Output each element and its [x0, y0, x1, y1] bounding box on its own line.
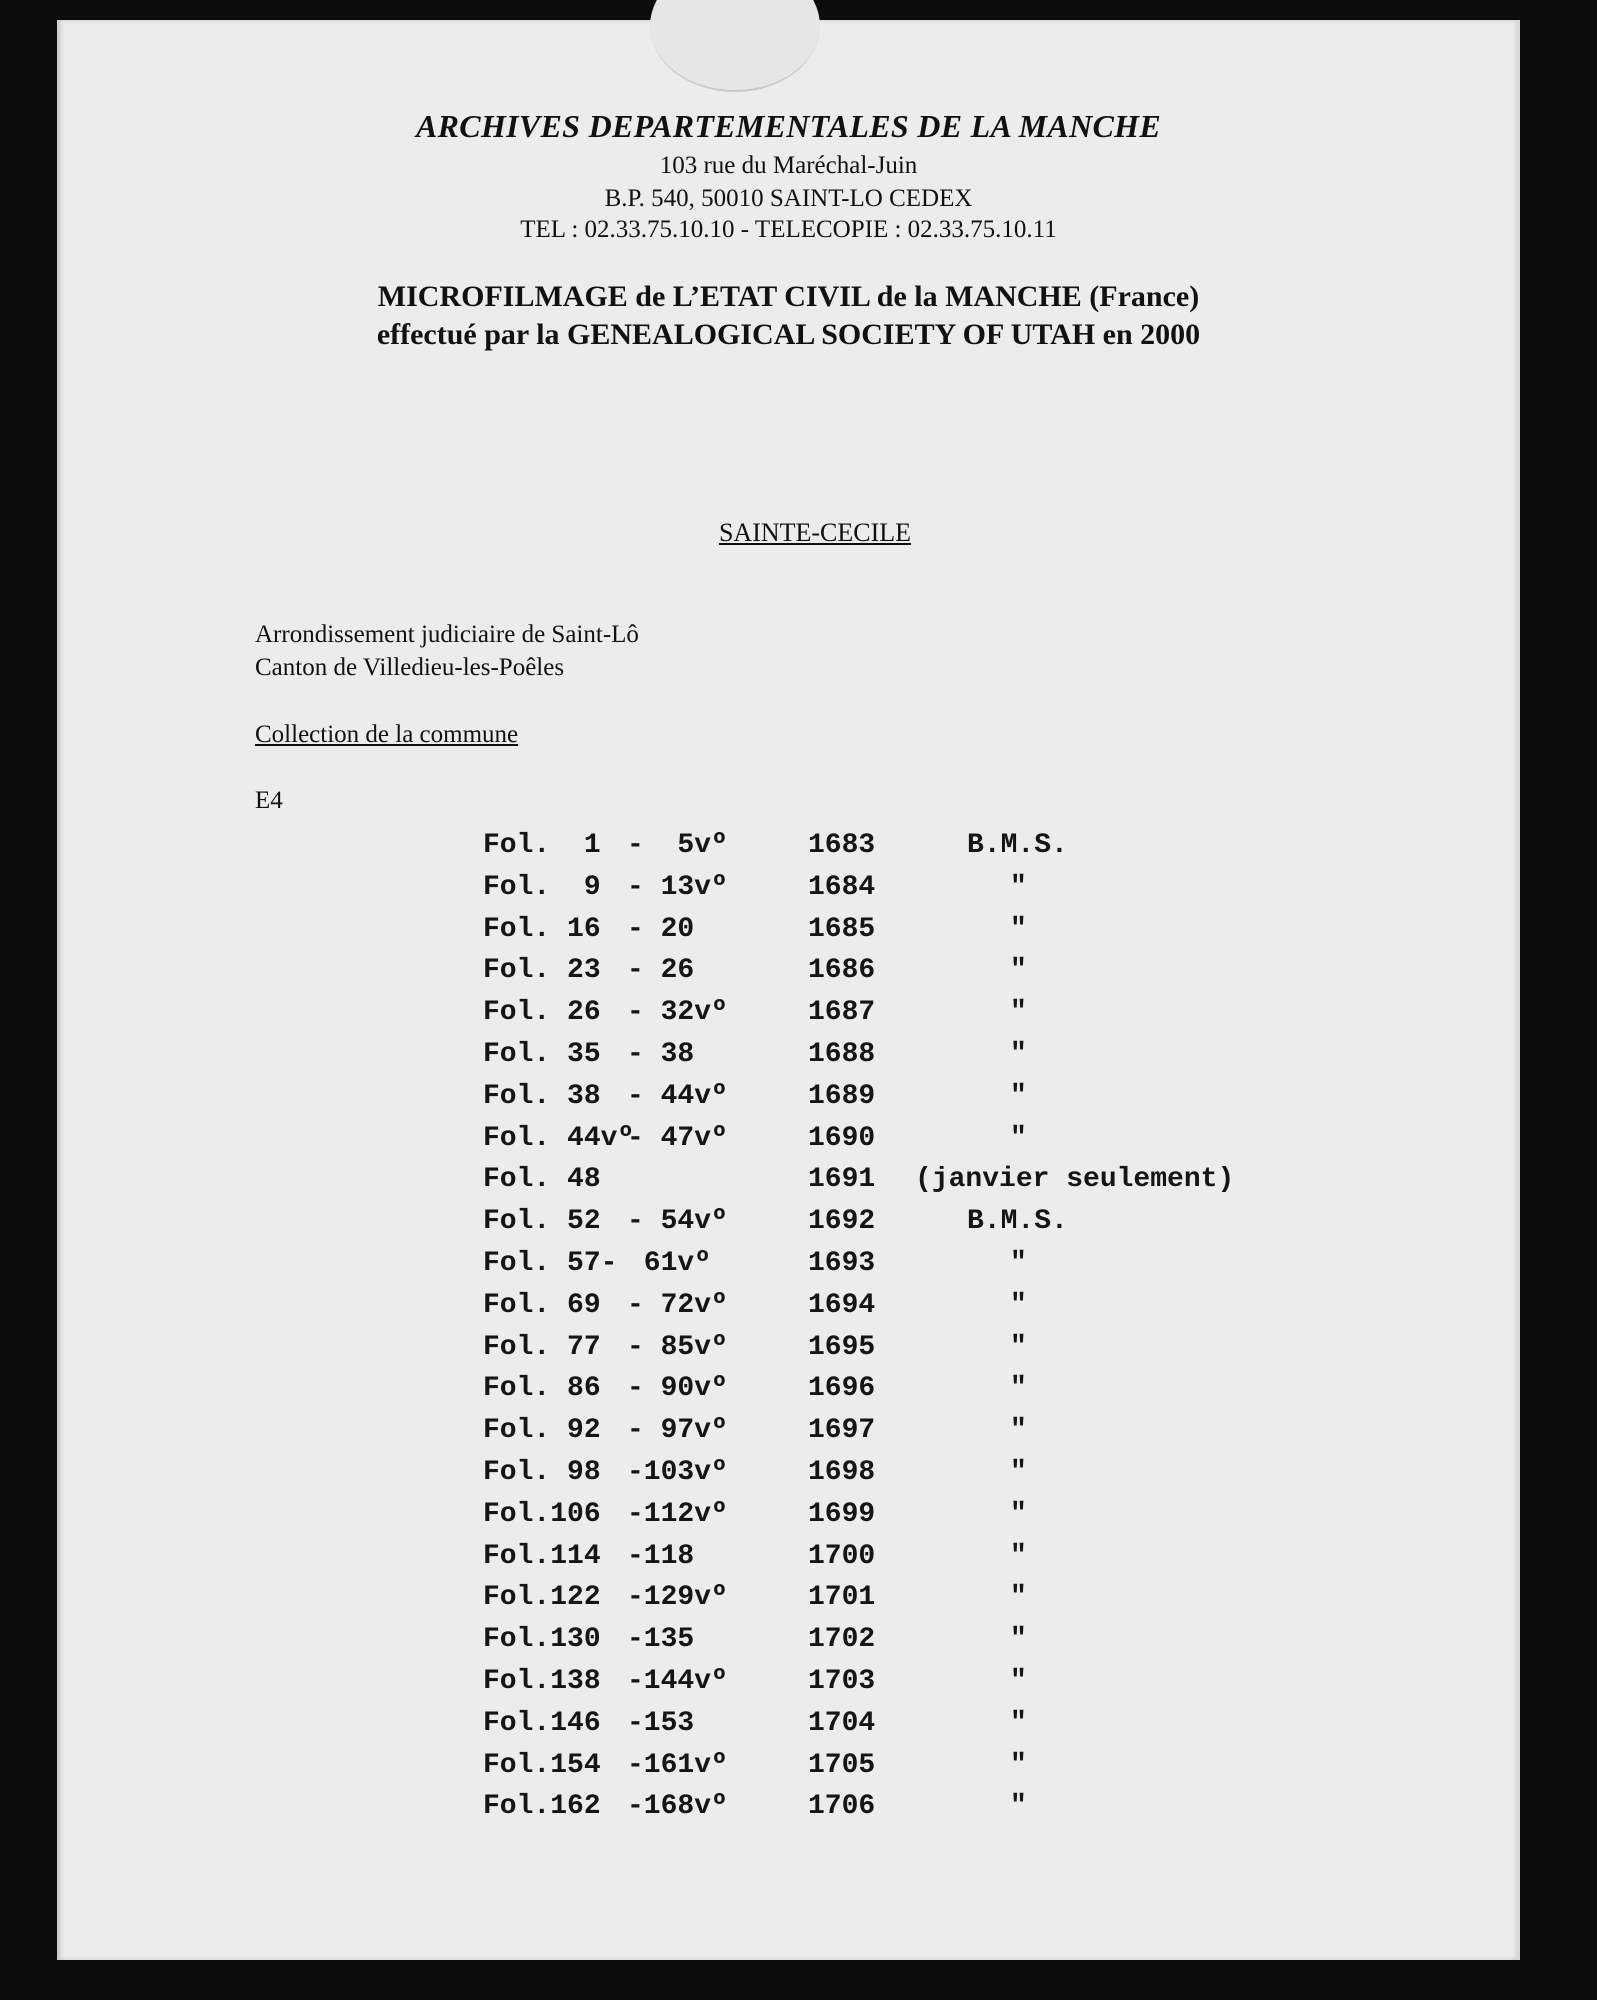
year-cell: 1687: [808, 997, 876, 1029]
year-cell: 1695: [808, 1331, 876, 1363]
folio-end: -144vº: [627, 1666, 728, 1697]
note-cell: ": [1010, 1791, 1027, 1823]
year-cell: 1684: [808, 871, 876, 903]
folio-start: Fol.162: [483, 1791, 601, 1823]
note-cell: ": [1010, 1373, 1027, 1405]
folio-end: -168vº: [627, 1791, 728, 1823]
note-cell: ": [1010, 997, 1027, 1029]
table-row: [60, 1750, 1517, 1786]
folio-end: -135: [627, 1624, 695, 1656]
table-row: [60, 1164, 1517, 1200]
folio-end: - 26: [627, 955, 695, 987]
document-page: [57, 20, 1520, 1960]
table-row: [60, 1248, 1517, 1284]
table-row: [60, 872, 1517, 908]
archive-title: ARCHIVES DEPARTEMENTALES DE LA MANCHE: [416, 108, 1161, 144]
table-row: [60, 1123, 1517, 1159]
note-cell: ": [1010, 1289, 1027, 1321]
note-cell: ": [1010, 955, 1027, 987]
note-cell: ": [1010, 1331, 1027, 1363]
table-row: [60, 1457, 1517, 1493]
folio-end: - 54vº: [627, 1206, 728, 1238]
arrondissement-line: Arrondissement judiciaire de Saint-Lô: [255, 621, 639, 648]
folio-start: Fol. 9: [483, 871, 601, 903]
table-row: [60, 1290, 1517, 1326]
year-cell: 1693: [808, 1248, 876, 1279]
folio-start: Fol.130: [483, 1624, 601, 1656]
note-cell: ": [1010, 1540, 1027, 1572]
genealogical-society-line: effectué par la GENEALOGICAL SOCIETY OF UTAH en 2000: [376, 318, 1201, 351]
year-cell: 1688: [808, 1039, 876, 1070]
note-cell: ": [1010, 1122, 1027, 1154]
year-cell: 1702: [808, 1624, 876, 1656]
folio-start: Fol. 44vº: [483, 1122, 635, 1154]
register-code: E4: [255, 787, 283, 814]
note-cell: B.M.S.: [967, 1206, 1068, 1238]
year-cell: 1697: [808, 1415, 876, 1447]
year-cell: 1685: [808, 913, 876, 945]
collection-line: Collection de la commune: [255, 721, 519, 748]
table-row: [60, 1708, 1517, 1744]
canton-line: Canton de Villedieu-les-Poêles: [255, 654, 565, 681]
folio-start: Fol. 23: [483, 955, 601, 987]
folio-start: Fol. 38: [483, 1080, 601, 1112]
folio-end: - 72vº: [627, 1289, 728, 1321]
folio-start: Fol.138: [483, 1666, 601, 1697]
folio-start: Fol. 69: [483, 1289, 601, 1321]
table-row: [60, 830, 1517, 866]
folio-end: - 85vº: [627, 1331, 728, 1363]
table-row: [60, 1666, 1517, 1702]
note-cell: ": [1010, 913, 1027, 945]
note-cell: ": [1010, 1624, 1027, 1656]
address-postal: B.P. 540, 50010 SAINT-LO CEDEX: [604, 185, 973, 212]
year-cell: 1701: [808, 1582, 876, 1614]
folio-start: Fol. 77: [483, 1331, 601, 1363]
folio-end: -118: [627, 1540, 695, 1572]
folio-end: - 44vº: [627, 1080, 728, 1112]
folio-start: Fol. 26: [483, 997, 601, 1029]
table-row: [60, 1332, 1517, 1368]
note-cell: ": [1010, 1039, 1027, 1070]
table-row: [60, 1499, 1517, 1535]
note-cell: ": [1010, 1248, 1027, 1279]
note-cell: ": [1010, 871, 1027, 903]
folio-list: [60, 20, 1517, 1960]
year-cell: 1698: [808, 1457, 876, 1488]
folio-start: Fol. 86: [483, 1373, 601, 1405]
table-row: [60, 1415, 1517, 1451]
note-cell: ": [1010, 1080, 1027, 1112]
year-cell: 1690: [808, 1122, 876, 1154]
folio-end: - 20: [627, 913, 695, 945]
folio-start: Fol. 98: [483, 1457, 601, 1488]
folio-end: - 97vº: [627, 1415, 728, 1447]
folio-start: Fol. 52: [483, 1206, 601, 1238]
note-cell: ": [1010, 1415, 1027, 1447]
year-cell: 1703: [808, 1666, 876, 1697]
table-row: [60, 1039, 1517, 1075]
address-street: 103 rue du Maréchal-Juin: [659, 152, 918, 179]
table-row: [60, 1206, 1517, 1242]
table-row: [60, 997, 1517, 1033]
folio-end: -129vº: [627, 1582, 728, 1614]
folio-start: Fol.122: [483, 1582, 601, 1614]
folio-end: - 38: [627, 1039, 695, 1070]
folio-start: Fol.114: [483, 1540, 601, 1572]
table-row: [60, 1541, 1517, 1577]
note-cell: ": [1010, 1582, 1027, 1614]
note-cell: ": [1010, 1457, 1027, 1488]
year-cell: 1705: [808, 1749, 876, 1781]
year-cell: 1689: [808, 1080, 876, 1112]
folio-end: 61vº: [627, 1248, 712, 1279]
folio-start: Fol. 35: [483, 1039, 601, 1070]
commune-name: SAINTE-CECILE: [718, 518, 912, 547]
microfilm-heading: MICROFILMAGE de L’ETAT CIVIL de la MANCHE (France): [377, 280, 1200, 313]
folio-start: Fol. 1: [483, 830, 601, 861]
year-cell: 1699: [808, 1498, 876, 1530]
year-cell: 1694: [808, 1289, 876, 1321]
folio-start: Fol.106: [483, 1498, 601, 1530]
table-row: [60, 1373, 1517, 1409]
year-cell: 1686: [808, 955, 876, 987]
year-cell: 1696: [808, 1373, 876, 1405]
folio-end: - 47vº: [627, 1122, 728, 1154]
folio-end: - 90vº: [627, 1373, 728, 1405]
year-cell: 1692: [808, 1206, 876, 1238]
year-cell: 1704: [808, 1707, 876, 1739]
year-cell: 1691: [808, 1164, 876, 1196]
folio-end: -161vº: [627, 1749, 728, 1781]
note-cell: (janvier seulement): [915, 1164, 1235, 1196]
note-cell: B.M.S.: [967, 830, 1068, 861]
folio-start: Fol.146: [483, 1707, 601, 1739]
table-row: [60, 914, 1517, 950]
folio-start: Fol. 48: [483, 1164, 601, 1196]
table-row: [60, 1582, 1517, 1618]
table-row: [60, 955, 1517, 991]
folio-start: Fol.154: [483, 1749, 601, 1781]
folio-start: Fol. 57-: [483, 1248, 618, 1279]
year-cell: 1700: [808, 1540, 876, 1572]
folio-start: Fol. 16: [483, 913, 601, 945]
folio-end: -112vº: [627, 1498, 728, 1530]
note-cell: ": [1010, 1666, 1027, 1697]
note-cell: ": [1010, 1707, 1027, 1739]
phone-fax-line: TEL : 02.33.75.10.10 - TELECOPIE : 02.33.75.10.11: [520, 216, 1057, 243]
table-row: [60, 1624, 1517, 1660]
table-row: [60, 1081, 1517, 1117]
note-cell: ": [1010, 1498, 1027, 1530]
table-row: [60, 1791, 1517, 1827]
note-cell: ": [1010, 1749, 1027, 1781]
folio-end: - 5vº: [627, 830, 728, 861]
folio-end: -153: [627, 1707, 695, 1739]
folio-end: - 13vº: [627, 871, 728, 903]
year-cell: 1706: [808, 1791, 876, 1823]
folio-start: Fol. 92: [483, 1415, 601, 1447]
folio-end: -103vº: [627, 1457, 728, 1488]
year-cell: 1683: [808, 830, 876, 861]
folio-end: - 32vº: [627, 997, 728, 1029]
